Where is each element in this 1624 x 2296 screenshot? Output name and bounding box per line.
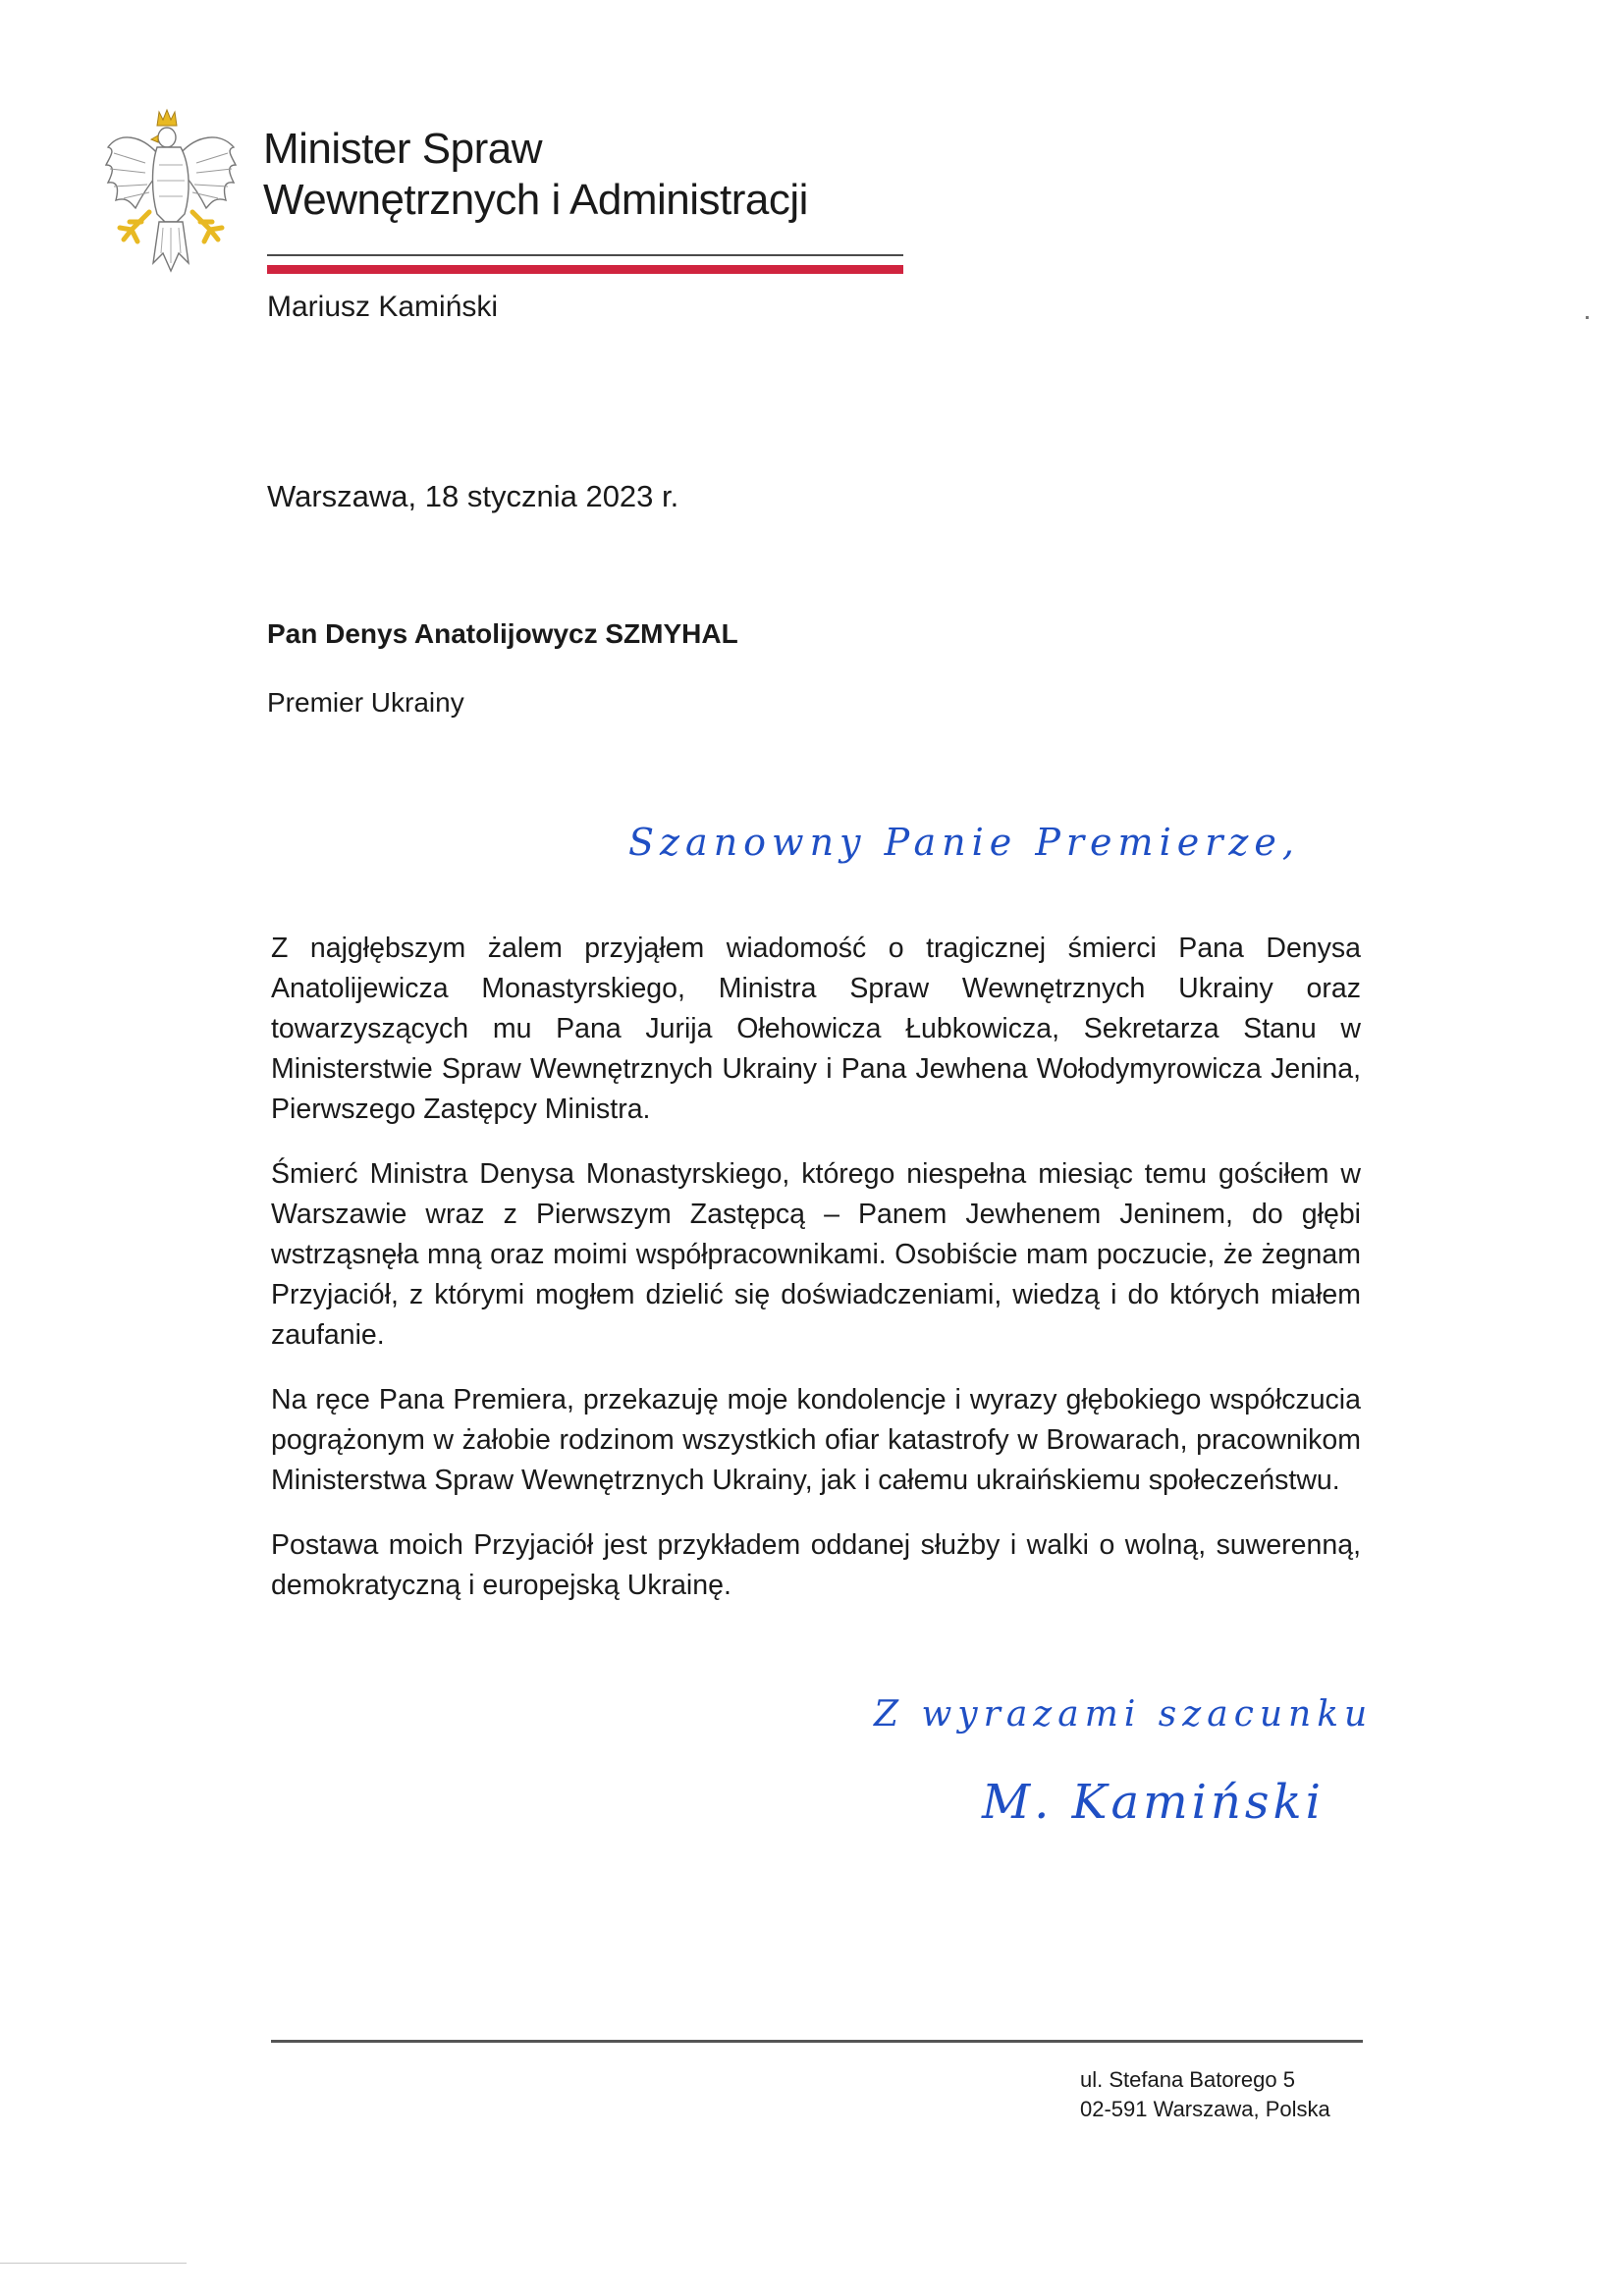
ministry-title xyxy=(263,124,808,226)
scan-edge-artifact xyxy=(0,2263,187,2264)
minister-name: Mariusz Kamiński xyxy=(267,291,499,323)
ministry-title-line2: Wewnętrznych i Administracji xyxy=(263,176,808,224)
addressee-name: Pan Denys Anatolijowycz SZMYHAL xyxy=(267,618,738,649)
body-paragraph: Postawa moich Przyjaciół jest przykładem oddanej służby i walki o wolną, suwerenną, demokratyczną i europejską Ukrainę. xyxy=(271,1529,1361,1601)
ministry-title-line1: Minister Spraw xyxy=(263,125,542,173)
handwritten-closing: Z wyrazami szacunku xyxy=(874,1694,1374,1735)
body-paragraph: Z najgłębszym żalem przyjąłem wiadomość o tragicznej śmierci Pana Denysa Anatolijewicza Monastyrskiego, Ministra Spraw Wewnętrznych Ukrainy oraz towarzyszących mu Pana Jurija Ołehowicza Łubkowicza, Sekretarza Stanu w Ministerstwie Spraw Wewnętrznych Ukrainy i Pana Jewhena Wołodymyrowicza Jenina, Pierwszego Zastępcy Ministra. xyxy=(271,933,1361,1125)
polish-eagle-emblem-icon xyxy=(102,106,240,275)
scan-artifact xyxy=(1586,316,1589,319)
addressee-title: Premier Ukrainy xyxy=(267,687,464,718)
footer-address xyxy=(1080,2065,1330,2124)
header-divider-thin xyxy=(267,254,903,256)
footer-address-line2: 02-591 Warszawa, Polska xyxy=(1080,2097,1330,2121)
letter-body xyxy=(271,929,1361,1630)
footer-address-line1: ul. Stefana Batorego 5 xyxy=(1080,2067,1295,2092)
body-paragraph: Śmierć Ministra Denysa Monastyrskiego, którego niespełna miesiąc temu gościłem w Warszawie wraz z Pierwszym Zastępcą – Panem Jewhenem Jeninem, do głębi wstrząsnęła mną oraz moimi współpracownikami. Osobiście mam poczucie, że żegnam Przyjaciół, z którymi mogłem dzielić się doświadczeniami, wiedzą i do których miałem zaufanie. xyxy=(271,1158,1361,1351)
footer-divider xyxy=(271,2040,1363,2043)
handwritten-signature: M. Kamiński xyxy=(982,1775,1325,1830)
handwritten-salutation: Szanowny Panie Premierze, xyxy=(628,821,1300,864)
date-line: Warszawa, 18 stycznia 2023 r. xyxy=(267,479,679,513)
body-paragraph: Na ręce Pana Premiera, przekazuję moje kondolencje i wyrazy głębokiego współczucia pogrążonym w żałobie rodzinom wszystkich ofiar katastrofy w Browarach, pracownikom Ministerstwa Spraw Wewnętrznych Ukrainy, jak i całemu ukraińskiemu społeczeństwu. xyxy=(271,1384,1361,1496)
header-divider-red xyxy=(267,265,903,274)
